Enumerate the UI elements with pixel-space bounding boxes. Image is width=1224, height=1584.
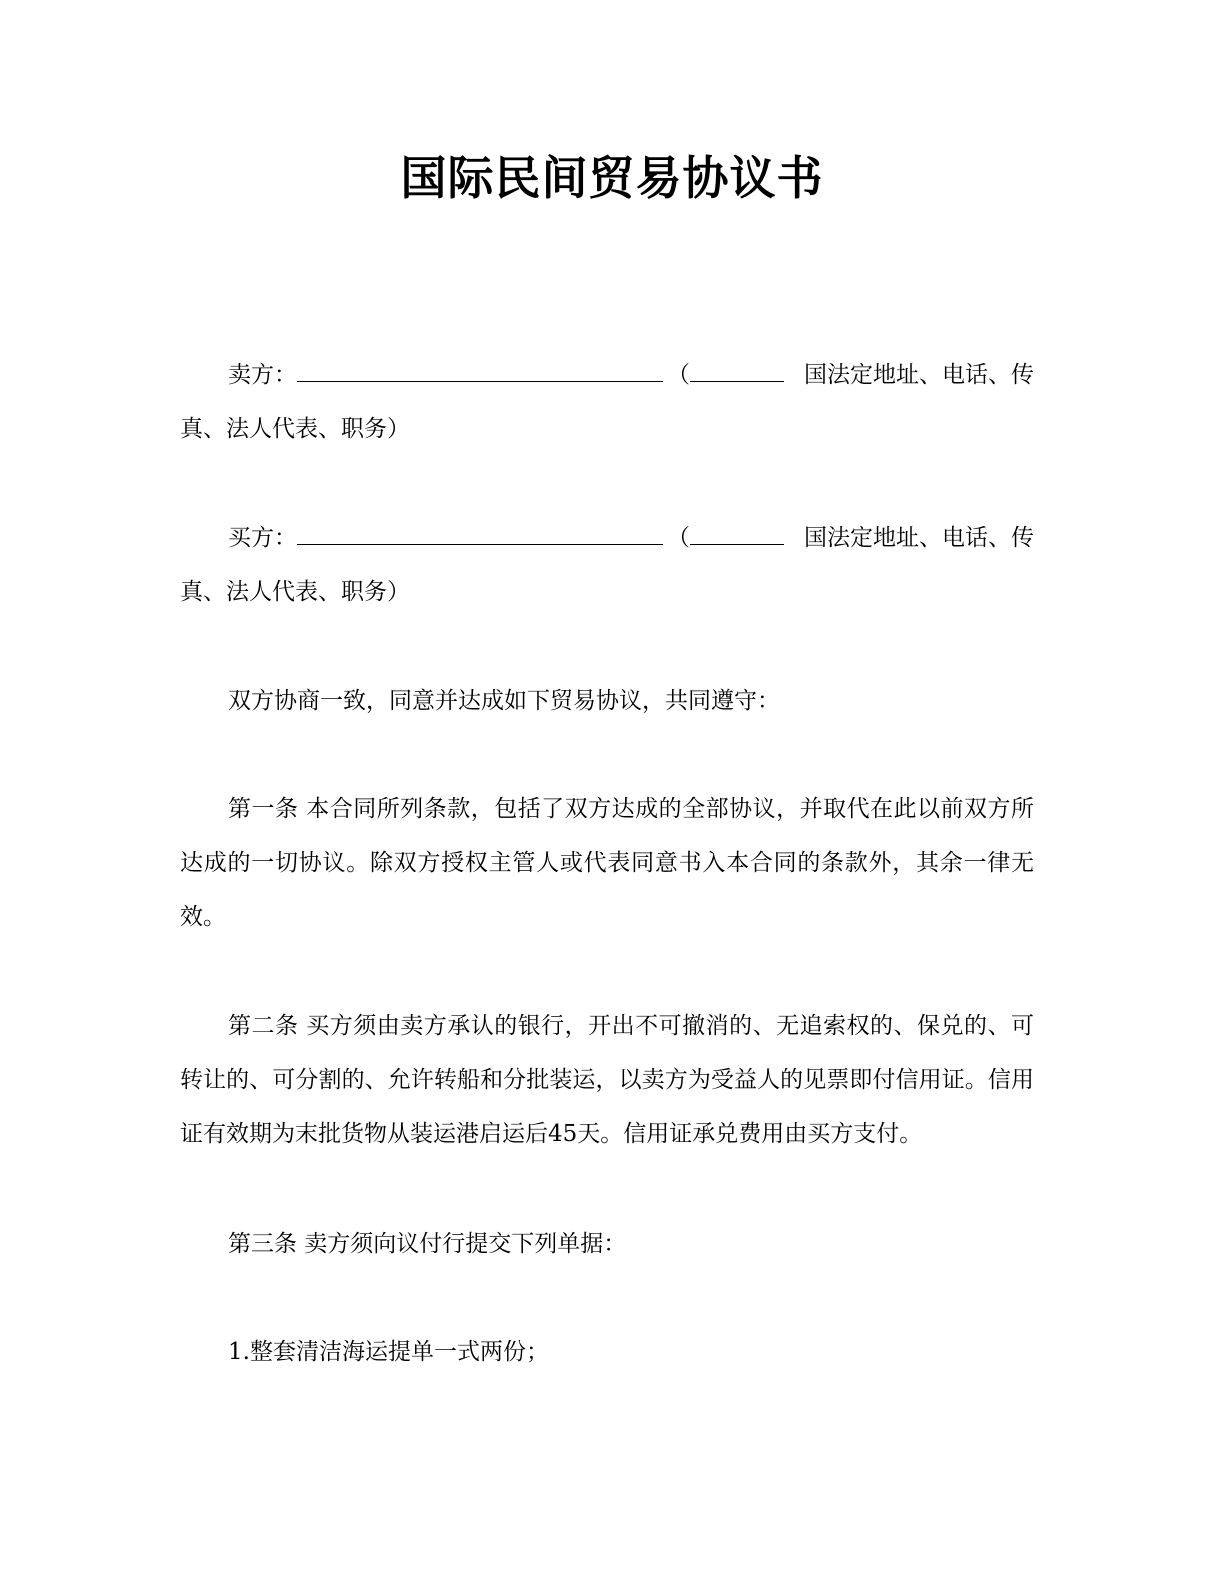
article-2: 第二条 买方须由卖方承认的银行，开出不可撤消的、无追索权的、保兑的、可转让的、可分割的、允许转船和分批装运，以卖方为受益人的见票即付信用证。信用证有效期为末批货物从装运港启运后45天。信用证承兑费用由买方支付。 — [180, 1013, 1034, 1147]
seller-block — [180, 348, 1034, 456]
seller-continuation: 真、法人代表、职务） — [180, 416, 410, 442]
document-title: 国际民间贸易协议书 — [400, 151, 824, 205]
article-1: 第一条 本合同所列条款，包括了双方达成的全部协议，并取代在此以前双方所达成的一切协议。除双方授权主管人或代表同意书入本合同的条款外，其余一律无效。 — [180, 796, 1034, 930]
seller-name-blank[interactable] — [297, 359, 663, 382]
intro-paragraph: 双方协商一致，同意并达成如下贸易协议，共同遵守： — [228, 688, 780, 714]
buyer-name-blank[interactable] — [297, 522, 663, 545]
buyer-label: 买方： — [228, 525, 297, 551]
buyer-country-blank[interactable] — [690, 522, 784, 545]
buyer-block — [180, 511, 1034, 619]
buyer-tail: 国法定地址、电话、传 — [804, 525, 1034, 551]
article-3: 第三条 卖方须向议付行提交下列单据： — [228, 1231, 627, 1257]
buyer-continuation: 真、法人代表、职务） — [180, 579, 410, 605]
seller-paren: （ — [667, 362, 690, 388]
seller-tail: 国法定地址、电话、传 — [804, 362, 1034, 388]
buyer-paren: （ — [667, 525, 690, 551]
seller-country-blank[interactable] — [690, 359, 784, 382]
seller-label: 卖方： — [228, 362, 297, 388]
article-3-item-1: 1.整套清洁海运提单一式两份； — [228, 1339, 549, 1365]
